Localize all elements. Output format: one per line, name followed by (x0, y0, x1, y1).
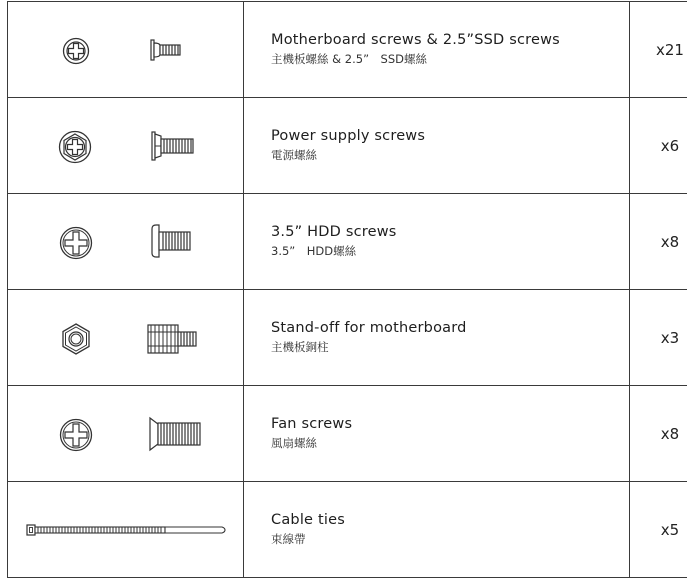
part-name-en: Power supply screws (271, 128, 426, 144)
table-row (8, 194, 687, 290)
part-description-cell (244, 98, 630, 194)
part-description-cell (244, 2, 630, 98)
table-row (8, 98, 687, 194)
hex-standoff-top-icon (59, 322, 93, 356)
part-name-en: Cable ties (271, 512, 345, 528)
part-icons-cell (8, 194, 244, 290)
part-name-en: 3.5” HDD screws (271, 224, 397, 240)
part-icons-cell (8, 2, 244, 98)
power-supply-screw-icon (150, 129, 196, 163)
part-name-zh: 電源螺絲 (271, 148, 317, 162)
part-name-zh: 主機板螺絲 & 2.5” SSD螺絲 (271, 52, 427, 66)
short-flanged-screw-icon (149, 37, 183, 63)
part-description-cell (244, 290, 630, 386)
part-icons-cell (8, 290, 244, 386)
phillips-round-head-icon (59, 226, 93, 260)
accessory-parts-table (7, 1, 687, 578)
phillips-round-head-icon (59, 418, 93, 452)
table-row (8, 386, 687, 482)
part-name-zh: 主機板銅柱 (271, 340, 329, 354)
part-name-en: Fan screws (271, 416, 353, 432)
table-row (8, 290, 687, 386)
part-icons-cell (8, 482, 244, 578)
part-name-en: Stand-off for motherboard (271, 320, 467, 336)
fan-screw-icon (148, 416, 202, 452)
cable-tie-icon (26, 523, 226, 537)
standoff-side-icon (146, 322, 198, 356)
phillips-flanged-head-icon (62, 37, 90, 65)
part-name-zh: 束線帶 (271, 532, 306, 546)
part-icons-cell (8, 98, 244, 194)
part-name-zh: 3.5” HDD螺絲 (271, 244, 357, 258)
part-quantity: x8 (630, 386, 687, 482)
part-description-cell (244, 194, 630, 290)
part-name-en: Motherboard screws & 2.5”SSD screws (271, 32, 560, 48)
part-quantity: x8 (630, 194, 687, 290)
table-row (8, 482, 687, 578)
part-quantity: x6 (630, 98, 687, 194)
part-description-cell (244, 482, 630, 578)
part-quantity: x3 (630, 290, 687, 386)
phillips-hex-flanged-head-icon (58, 130, 92, 164)
part-quantity: x5 (630, 482, 687, 578)
part-description-cell (244, 386, 630, 482)
hdd-screw-icon (151, 223, 193, 259)
table-row (8, 2, 687, 98)
part-icons-cell (8, 386, 244, 482)
part-quantity: x21 (630, 2, 687, 98)
part-name-zh: 風扇螺絲 (271, 436, 317, 450)
